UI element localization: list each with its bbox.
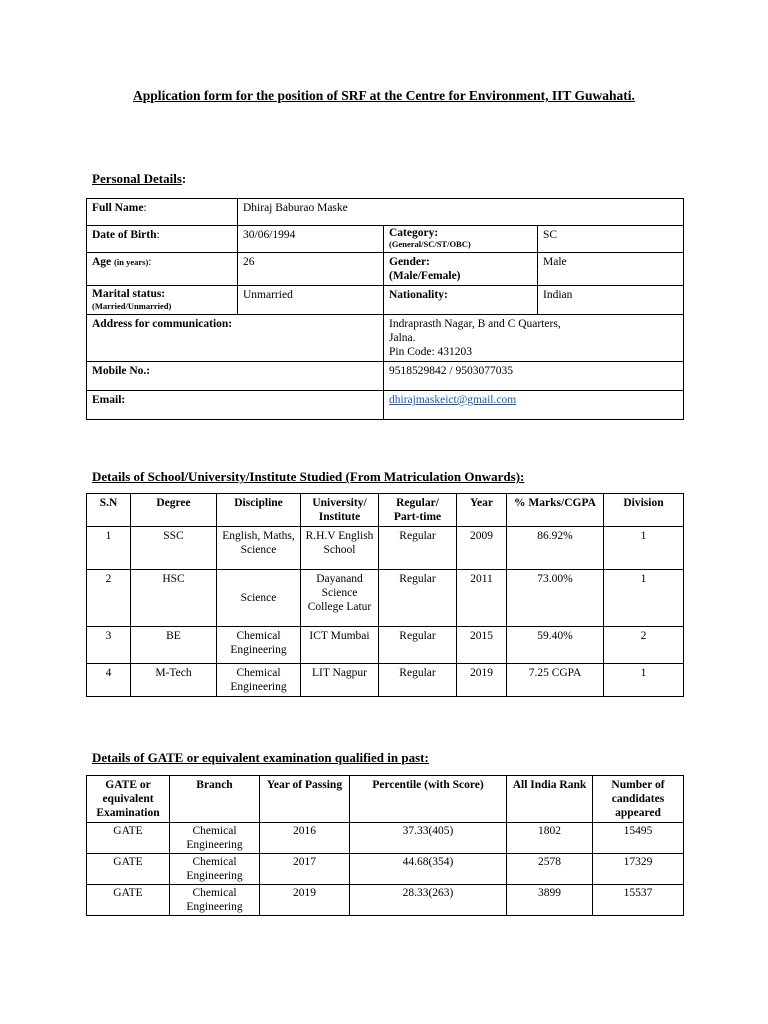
education-heading: Details of School/University/Institute Studied (From Matriculation Onwards): [92,469,525,484]
education-header-cell: Discipline [217,494,301,527]
education-cell: Regular [379,627,457,664]
gate-row [87,854,684,885]
dob-label: Date of Birth: [87,226,238,253]
education-cell: 3 [87,627,131,664]
gate-header-cell: Number of candidates appeared [593,776,684,823]
personal-details-heading: Personal Details: [92,171,187,186]
education-cell: Regular [379,664,457,697]
gender-value: Male [538,253,684,286]
education-cell: R.H.V English School [301,527,379,570]
dob-row [87,226,684,253]
education-row [87,527,684,570]
education-cell: Chemical Engineering [217,627,301,664]
education-cell: 1 [87,527,131,570]
education-cell: 59.40% [507,627,604,664]
gate-cell: 2016 [260,823,350,854]
education-header-row [87,494,684,527]
email-row [87,391,684,420]
gate-header-cell: All India Rank [507,776,593,823]
education-cell: 2011 [457,570,507,627]
gate-header-cell: Percentile (with Score) [350,776,507,823]
gate-header-cell: GATE or equivalent Examination [87,776,170,823]
education-cell: Science [217,570,301,627]
gate-cell: 2017 [260,854,350,885]
address-label: Address for communication: [87,315,384,362]
gate-cell: Chemical Engineering [170,823,260,854]
gender-label: Gender: (Male/Female) [384,253,538,286]
education-cell: M-Tech [131,664,217,697]
mobile-label: Mobile No.: [87,362,384,391]
marital-value: Unmarried [238,286,384,315]
education-cell: 86.92% [507,527,604,570]
education-cell: English, Maths, Science [217,527,301,570]
education-cell: LIT Nagpur [301,664,379,697]
education-cell: ICT Mumbai [301,627,379,664]
full-name-value: Dhiraj Baburao Maske [238,199,684,226]
education-cell: Chemical Engineering [217,664,301,697]
address-row [87,315,684,362]
education-row [87,664,684,697]
gate-cell: 2578 [507,854,593,885]
education-cell: Regular [379,570,457,627]
education-row [87,627,684,664]
gate-cell: Chemical Engineering [170,854,260,885]
gate-cell: 17329 [593,854,684,885]
education-cell: 2 [604,627,684,664]
gate-header-cell: Branch [170,776,260,823]
education-cell: 2 [87,570,131,627]
education-header-cell: % Marks/CGPA [507,494,604,527]
gate-cell: 1802 [507,823,593,854]
email-value [384,391,684,420]
education-header-cell: Division [604,494,684,527]
education-cell: 7.25 CGPA [507,664,604,697]
gate-row [87,823,684,854]
marital-row [87,286,684,315]
education-cell: 2015 [457,627,507,664]
gate-cell: 15537 [593,885,684,916]
gate-table [86,775,684,916]
education-header-cell: Year [457,494,507,527]
education-header-cell: University/ Institute [301,494,379,527]
education-cell: Regular [379,527,457,570]
form-title: Application form for the position of SRF at the Centre for Environment, IIT Guwahati. [133,88,635,103]
age-row [87,253,684,286]
gate-cell: 3899 [507,885,593,916]
education-cell: 1 [604,527,684,570]
education-cell: 1 [604,570,684,627]
education-cell: Dayanand Science College Latur [301,570,379,627]
email-link[interactable]: dhirajmaskeict@gmail.com [389,394,517,406]
email-label: Email: [87,391,384,420]
nationality-label: Nationality: [384,286,538,315]
personal-details-table [86,198,684,420]
gate-cell: GATE [87,885,170,916]
education-cell: 2019 [457,664,507,697]
gate-cell: 15495 [593,823,684,854]
education-cell: 73.00% [507,570,604,627]
mobile-row [87,362,684,391]
age-label: Age (in years): [87,253,238,286]
mobile-value: 9518529842 / 9503077035 [384,362,684,391]
gate-heading: Details of GATE or equivalent examination qualified in past: [92,750,429,765]
gate-cell: GATE [87,823,170,854]
marital-label: Marital status: (Married/Unmarried) [87,286,238,315]
gate-cell: GATE [87,854,170,885]
education-row [87,570,684,627]
category-value: SC [538,226,684,253]
gate-cell: 37.33(405) [350,823,507,854]
education-header-cell: Degree [131,494,217,527]
gate-header-cell: Year of Passing [260,776,350,823]
category-label: Category: (General/SC/ST/OBC) [384,226,538,253]
address-value: Indraprasth Nagar, B and C Quarters, Jalna. Pin Code: 431203 [384,315,684,362]
gate-row [87,885,684,916]
gate-cell: 28.33(263) [350,885,507,916]
gate-header-row [87,776,684,823]
education-cell: 1 [604,664,684,697]
nationality-value: Indian [538,286,684,315]
education-header-cell: Regular/ Part-time [379,494,457,527]
dob-value: 30/06/1994 [238,226,384,253]
education-table [86,493,684,697]
gate-cell: 2019 [260,885,350,916]
education-cell: HSC [131,570,217,627]
gate-cell: 44.68(354) [350,854,507,885]
education-header-cell: S.N [87,494,131,527]
age-value: 26 [238,253,384,286]
full-name-label: Full Name: [87,199,238,226]
full-name-row [87,199,684,226]
education-cell: 4 [87,664,131,697]
gate-cell: Chemical Engineering [170,885,260,916]
education-cell: 2009 [457,527,507,570]
education-cell: BE [131,627,217,664]
education-cell: SSC [131,527,217,570]
